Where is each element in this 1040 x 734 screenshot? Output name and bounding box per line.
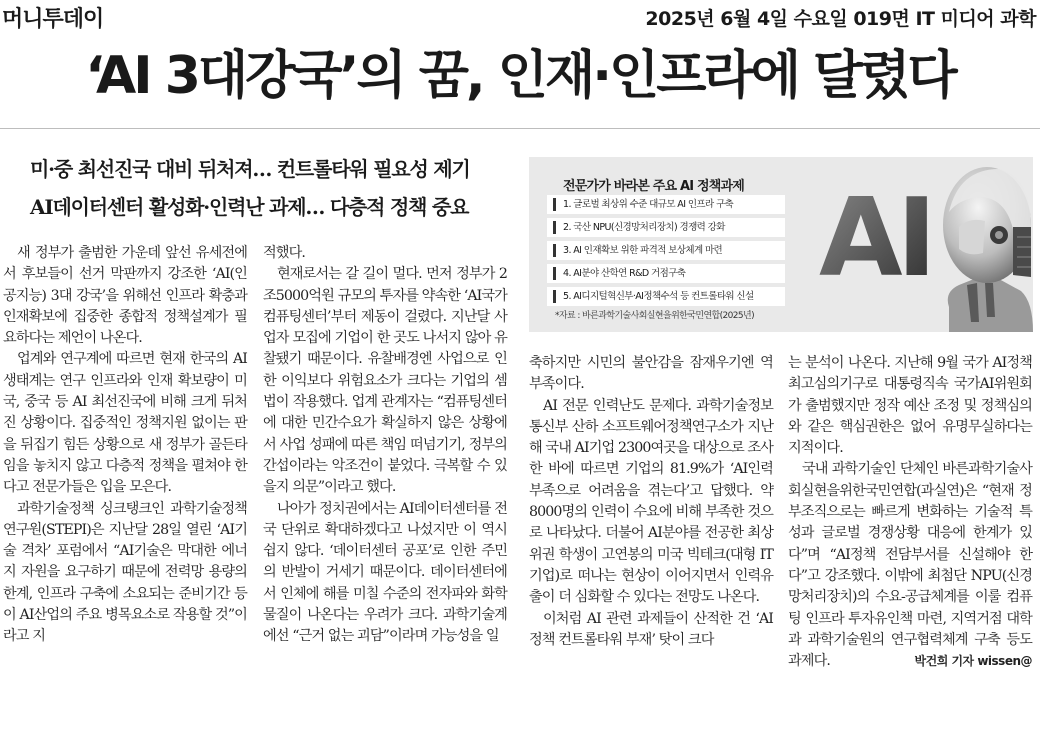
headline: ‘AI 3대강국’의 꿈, 인재·인프라에 달렸다: [85, 46, 955, 106]
infobox-item: 4. AI분야 산학연 R&D 거점구축: [547, 264, 785, 283]
ai-art-label: AI: [819, 176, 931, 301]
article-column-2: [263, 243, 507, 648]
headline-rule: [0, 128, 1040, 129]
masthead: [0, 0, 1040, 34]
infobox-source: *자료 : 바른과학기술사회실현을위한국민연합(2025년): [555, 311, 755, 321]
article-paragraph: 과학기술정책 싱크탱크인 과학기술정책연구원(STEPI)은 지난달 28일 열린 ‘AI기술 격차’ 포럼에서 “AI기술은 막대한 에너지 자원을 요구하기 때문에 전력망 용량의 한계, 인프라 구축에 소요되는 준비기간 등이 AI산업의 주요 병목요소로 작용할 것”이라고 지: [3, 500, 247, 645]
article-paragraph: 이처럼 AI 관련 과제들이 산적한 건 ‘AI정책 컨트롤타워 부재’ 탓이 크다: [529, 610, 773, 648]
subhead-1: 미·중 최선진국 대비 뒤처져… 컨트롤타워 필요성 제기: [30, 157, 470, 181]
subheads: [30, 150, 510, 226]
article-column-4: [788, 353, 1032, 672]
infobox-list: [547, 195, 785, 310]
article-paragraph: 는 분석이 나온다. 지난해 9월 국가 AI정책 최고심의기구로 대통령직속 국가AI위원회가 출범했지만 정작 예산 조정 및 정책심의와 같은 핵심권한은 없어 유명무실하다는 지적이다.: [788, 355, 1032, 457]
infobox-title: 전문가가 바라본 주요 AI 정책과제: [563, 179, 745, 194]
article-column-3: [529, 353, 773, 651]
byline: 박건희 기자 wissen@: [914, 654, 1032, 669]
infobox-item: 1. 글로벌 최상위 수준 대규모 AI 인프라 구축: [547, 195, 785, 214]
article-paragraph-text: 국내 과학기술인 단체인 바른과학기술사회실현을위한국민연합(과실연)은 “현재 정부조직으로는 빠르게 변화하는 기술적 특성과 글로벌 경쟁상황 대응에 한계가 있다”며 “AI정책 전담부서를 신설해야 한다”고 강조했다. 이밖에 최첨단 NPU(신경망처리장치)의 수요-공급체계를 이룰 컴퓨팅 인프라 투자유인책 마련, 지역거점 대학과 과학기술원의 연구협력체계 구축 등도 과제다.: [788, 461, 1032, 670]
ai-robot-illustration: [799, 157, 1033, 332]
article-paragraph: 적했다.: [263, 245, 306, 261]
infobox-item: 2. 국산 NPU(신경망처리장치) 경쟁력 강화: [547, 218, 785, 237]
article-paragraph: AI 전문 인력난도 문제다. 과학기술정보통신부 산하 소프트웨어정책연구소가 지난해 국내 AI기업 2300여곳을 대상으로 조사한 바에 따르면 기업의 81.9%가 ‘AI인력 부족으로 어려움을 겪는다’고 답했다. 약 8000명의 인력이 수요에 비해 부족한 것으로 나타났다. 더불어 AI분야를 전공한 최상위권 학생이 고연봉의 미국 빅테크(대형 IT기업)로 떠나는 현상이 이어지면서 인력유출이 더 심화할 수 있다는 전망도 나온다.: [529, 397, 773, 606]
article-paragraph: [788, 459, 1032, 672]
newspaper-brand: 머니투데이: [2, 7, 104, 32]
article-paragraph: 현재로서는 갈 길이 멀다. 먼저 정부가 2조5000억원 규모의 투자를 약속한 ‘AI국가컴퓨팅센터’부터 제동이 걸렸다. 지난달 사업자 모집에 기업이 한 곳도 나서지 않아 유찰됐기 때문이다. 유찰배경엔 사업으로 인한 이익보다 위험요소가 크다는 기업의 셈법이 작용했다. 업계 관계자는 “컴퓨팅센터에 대한 민간수요가 확실하지 않은 상황에서 사업 성패에 따른 책임 떠넘기기, 정부의 간섭이라는 악조건이 붙었다. 극복할 수 있을지 의문”이라고 했다.: [263, 266, 507, 496]
article-paragraph: 새 정부가 출범한 가운데 앞선 유세전에서 후보들이 선거 막판까지 강조한 ‘AI(인공지능) 3대 강국’을 위해선 인프라 확충과 인재확보에 집중한 종합적 정책설계가 필요하다는 제언이 나온다.: [3, 245, 247, 347]
infobox-item: 5. AI디지털혁신부·AI정책수석 등 컨트롤타워 신설: [547, 287, 785, 306]
dateline: 2025년 6월 4일 수요일 019면 IT 미디어 과학: [645, 8, 1036, 30]
infobox-item: 3. AI 인재확보 위한 파격적 보상체계 마련: [547, 241, 785, 260]
policy-infobox: [529, 157, 1033, 332]
article-column-1: [3, 243, 247, 648]
article-paragraph: 나아가 정치권에서는 AI데이터센터를 전국 단위로 확대하겠다고 나섰지만 이 역시 쉽지 않다. ‘데이터센터 공포’로 인한 주민의 반발이 거세기 때문이다. 데이터센터에서 인체에 해를 미칠 수준의 전자파와 화학물질이 나온다는 우려가 크다. 과학기술계에선 “근거 없는 괴담”이라며 가능성을 일: [263, 500, 507, 645]
article-paragraph: 축하지만 시민의 불안감을 잠재우기엔 역부족이다.: [529, 355, 773, 393]
article-paragraph: 업계와 연구계에 따르면 현재 한국의 AI생태계는 연구 인프라와 인재 확보량이 미국, 중국 등 AI 최선진국에 비해 크게 뒤처진 상황이다. 집중적인 정책지원 없이는 판을 뒤집기 힘든 상황으로 새 정부가 골든타임을 놓치지 않고 다층적 정책을 펼쳐야 한다고 전문가들은 입을 모은다.: [3, 351, 247, 496]
subhead-2: AI데이터센터 활성화·인력난 과제… 다층적 정책 중요: [30, 195, 469, 219]
